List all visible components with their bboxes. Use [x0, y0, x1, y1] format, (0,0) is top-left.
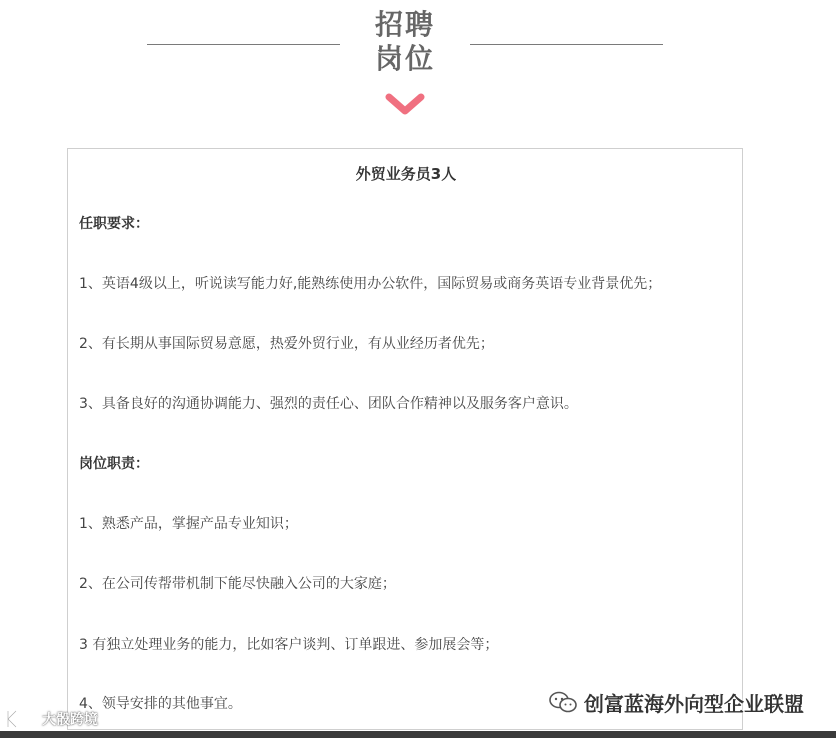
header-divider-right	[470, 44, 663, 45]
duty-item: 4、领导安排的其他事宜。	[79, 696, 242, 712]
watermark-left-text: 大骰跨境	[42, 712, 98, 728]
duty-item: 1、熟悉产品，掌握产品专业知识；	[79, 516, 298, 532]
footer-strip	[0, 731, 836, 738]
k-logo-icon	[4, 709, 38, 729]
section-header	[0, 0, 836, 140]
requirements-heading: 任职要求：	[79, 216, 149, 232]
watermark-left	[4, 707, 98, 731]
duties-heading: 岗位职责：	[79, 456, 149, 472]
watermark-right	[548, 685, 804, 719]
section-title-line2: 岗位	[374, 42, 435, 75]
job-card	[67, 148, 743, 730]
chevron-down-icon	[385, 91, 425, 117]
duty-item: 2、在公司传帮带机制下能尽快融入公司的大家庭；	[79, 576, 396, 592]
requirement-item: 3、具备良好的沟通协调能力、强烈的责任心、团队合作精神以及服务客户意识。	[79, 396, 578, 412]
requirement-item: 2、有长期从事国际贸易意愿，热爱外贸行业，有从业经历者优先；	[79, 336, 494, 352]
requirement-item: 1、英语4级以上，听说读写能力好,能熟练使用办公软件，国际贸易或商务英语专业背景优先；	[79, 276, 662, 292]
watermark-right-text: 创富蓝海外向型企业联盟	[584, 691, 804, 716]
wechat-icon	[548, 690, 578, 714]
section-title-line1: 招聘	[374, 8, 435, 41]
header-divider-left	[147, 44, 340, 45]
job-title: 外贸业务员3人	[355, 165, 457, 183]
duty-item: 3 有独立处理业务的能力，比如客户谈判、订单跟进、参加展会等；	[79, 637, 499, 653]
